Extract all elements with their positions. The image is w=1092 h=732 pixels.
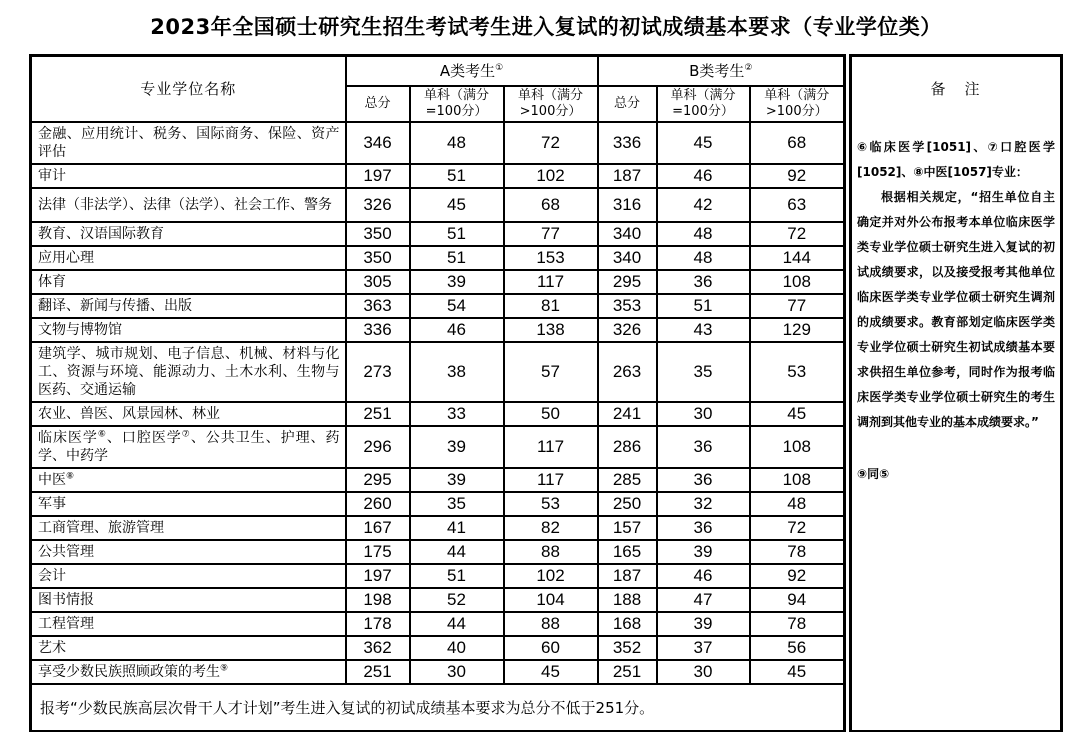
a-single100-cell: 35 <box>410 492 504 516</box>
b-single100-cell: 51 <box>657 294 750 318</box>
a-total-cell: 178 <box>346 612 410 636</box>
col-header-a-single-100: 单科（满分=100分） <box>410 86 504 122</box>
a-singlegt100-cell: 88 <box>504 612 598 636</box>
b-singlegt100-cell: 53 <box>750 342 845 402</box>
a-total-cell: 296 <box>346 426 410 468</box>
score-table <box>29 54 846 732</box>
degree-name-cell: 体育 <box>31 270 346 294</box>
b-single100-cell: 36 <box>657 516 750 540</box>
b-singlegt100-cell: 78 <box>750 612 845 636</box>
b-total-cell: 340 <box>598 246 657 270</box>
b-single100-cell: 45 <box>657 122 750 164</box>
a-single100-cell: 45 <box>410 188 504 222</box>
degree-name-cell: 图书情报 <box>31 588 346 612</box>
col-header-b-total: 总分 <box>598 86 657 122</box>
a-total-cell: 326 <box>346 188 410 222</box>
degree-name-cell: 教育、汉语国际教育 <box>31 222 346 246</box>
remarks-panel <box>849 54 1063 732</box>
b-single100-cell: 48 <box>657 222 750 246</box>
col-header-a-single-gt100: 单科（满分>100分） <box>504 86 598 122</box>
degree-name-cell: 享受少数民族照顾政策的考生⑨ <box>31 660 346 684</box>
degree-name-cell: 金融、应用统计、税务、国际商务、保险、资产评估 <box>31 122 346 164</box>
b-total-cell: 157 <box>598 516 657 540</box>
b-single100-cell: 36 <box>657 468 750 492</box>
a-single100-cell: 48 <box>410 122 504 164</box>
table-row <box>31 188 845 222</box>
col-header-b-single-100: 单科（满分=100分） <box>657 86 750 122</box>
a-singlegt100-cell: 45 <box>504 660 598 684</box>
degree-name-cell: 应用心理 <box>31 246 346 270</box>
degree-name-cell: 审计 <box>31 164 346 188</box>
b-singlegt100-cell: 129 <box>750 318 845 342</box>
degree-name-cell: 翻译、新闻与传播、出版 <box>31 294 346 318</box>
a-single100-cell: 40 <box>410 636 504 660</box>
a-total-cell: 273 <box>346 342 410 402</box>
b-single100-cell: 35 <box>657 342 750 402</box>
a-total-cell: 350 <box>346 246 410 270</box>
col-header-group-a: A类考生① <box>346 56 598 86</box>
a-single100-cell: 51 <box>410 246 504 270</box>
b-single100-cell: 39 <box>657 540 750 564</box>
b-total-cell: 316 <box>598 188 657 222</box>
a-singlegt100-cell: 117 <box>504 270 598 294</box>
b-total-cell: 187 <box>598 564 657 588</box>
a-singlegt100-cell: 88 <box>504 540 598 564</box>
degree-name-cell: 建筑学、城市规划、电子信息、机械、材料与化工、资源与环境、能源动力、土木水利、生物与医药、交通运输 <box>31 342 346 402</box>
a-total-cell: 251 <box>346 660 410 684</box>
b-single100-cell: 48 <box>657 246 750 270</box>
a-singlegt100-cell: 53 <box>504 492 598 516</box>
a-single100-cell: 39 <box>410 468 504 492</box>
a-singlegt100-cell: 57 <box>504 342 598 402</box>
table-row <box>31 342 845 402</box>
table-row <box>31 468 845 492</box>
b-singlegt100-cell: 45 <box>750 402 845 426</box>
remarks-paragraph: ⑥临床医学[1051]、⑦口腔医学[1052]、⑧中医[1057]专业： <box>857 140 1055 179</box>
a-single100-cell: 30 <box>410 660 504 684</box>
degree-name-cell: 法律（非法学）、法律（法学）、社会工作、警务 <box>31 188 346 222</box>
table-row <box>31 402 845 426</box>
a-singlegt100-cell: 102 <box>504 564 598 588</box>
a-singlegt100-cell: 117 <box>504 426 598 468</box>
a-total-cell: 167 <box>346 516 410 540</box>
b-single100-cell: 36 <box>657 270 750 294</box>
a-singlegt100-cell: 68 <box>504 188 598 222</box>
table-row <box>31 122 845 164</box>
b-single100-cell: 30 <box>657 402 750 426</box>
a-singlegt100-cell: 81 <box>504 294 598 318</box>
a-single100-cell: 39 <box>410 426 504 468</box>
table-row <box>31 164 845 188</box>
b-singlegt100-cell: 63 <box>750 188 845 222</box>
b-single100-cell: 46 <box>657 564 750 588</box>
a-single100-cell: 51 <box>410 164 504 188</box>
col-header-b-single-gt100: 单科（满分>100分） <box>750 86 845 122</box>
b-total-cell: 168 <box>598 612 657 636</box>
b-total-cell: 165 <box>598 540 657 564</box>
b-total-cell: 187 <box>598 164 657 188</box>
b-total-cell: 250 <box>598 492 657 516</box>
b-single100-cell: 46 <box>657 164 750 188</box>
a-total-cell: 198 <box>346 588 410 612</box>
a-singlegt100-cell: 60 <box>504 636 598 660</box>
degree-name-cell: 农业、兽医、风景园林、林业 <box>31 402 346 426</box>
a-total-cell: 363 <box>346 294 410 318</box>
a-total-cell: 336 <box>346 318 410 342</box>
b-singlegt100-cell: 77 <box>750 294 845 318</box>
a-singlegt100-cell: 102 <box>504 164 598 188</box>
b-single100-cell: 36 <box>657 426 750 468</box>
degree-name-cell: 工程管理 <box>31 612 346 636</box>
b-single100-cell: 42 <box>657 188 750 222</box>
b-single100-cell: 30 <box>657 660 750 684</box>
table-row <box>31 588 845 612</box>
a-singlegt100-cell: 104 <box>504 588 598 612</box>
col-header-a-total: 总分 <box>346 86 410 122</box>
b-single100-cell: 37 <box>657 636 750 660</box>
a-single100-cell: 38 <box>410 342 504 402</box>
b-single100-cell: 32 <box>657 492 750 516</box>
a-singlegt100-cell: 117 <box>504 468 598 492</box>
col-header-degree-name: 专业学位名称 <box>31 56 346 122</box>
b-single100-cell: 47 <box>657 588 750 612</box>
a-total-cell: 305 <box>346 270 410 294</box>
b-singlegt100-cell: 94 <box>750 588 845 612</box>
a-single100-cell: 39 <box>410 270 504 294</box>
b-total-cell: 326 <box>598 318 657 342</box>
degree-name-cell: 公共管理 <box>31 540 346 564</box>
b-singlegt100-cell: 108 <box>750 270 845 294</box>
b-singlegt100-cell: 78 <box>750 540 845 564</box>
table-row <box>31 222 845 246</box>
table-row <box>31 318 845 342</box>
a-single100-cell: 41 <box>410 516 504 540</box>
b-singlegt100-cell: 72 <box>750 516 845 540</box>
degree-name-cell: 文物与博物馆 <box>31 318 346 342</box>
b-total-cell: 188 <box>598 588 657 612</box>
b-singlegt100-cell: 45 <box>750 660 845 684</box>
a-total-cell: 260 <box>346 492 410 516</box>
b-total-cell: 353 <box>598 294 657 318</box>
remarks-paragraph: ⑨同⑤ <box>857 467 890 481</box>
remarks-header: 备 注 <box>930 79 982 98</box>
degree-name-cell: 会计 <box>31 564 346 588</box>
page-title: 2023年全国硕士研究生招生考试考生进入复试的初试成绩基本要求（专业学位类） <box>150 15 942 39</box>
table-row <box>31 516 845 540</box>
b-total-cell: 340 <box>598 222 657 246</box>
b-singlegt100-cell: 68 <box>750 122 845 164</box>
b-total-cell: 286 <box>598 426 657 468</box>
a-total-cell: 197 <box>346 564 410 588</box>
b-singlegt100-cell: 92 <box>750 164 845 188</box>
degree-name-cell: 军事 <box>31 492 346 516</box>
table-row <box>31 246 845 270</box>
b-single100-cell: 39 <box>657 612 750 636</box>
b-total-cell: 251 <box>598 660 657 684</box>
a-singlegt100-cell: 138 <box>504 318 598 342</box>
a-total-cell: 175 <box>346 540 410 564</box>
a-singlegt100-cell: 77 <box>504 222 598 246</box>
degree-name-cell: 工商管理、旅游管理 <box>31 516 346 540</box>
header-row-groups <box>31 56 845 86</box>
a-total-cell: 295 <box>346 468 410 492</box>
table-row <box>31 660 845 684</box>
a-singlegt100-cell: 153 <box>504 246 598 270</box>
a-single100-cell: 54 <box>410 294 504 318</box>
footer-note: 报考“少数民族高层次骨干人才计划”考生进入复试的初试成绩基本要求为总分不低于251分。 <box>31 684 845 732</box>
footer-note-row <box>31 684 845 732</box>
a-singlegt100-cell: 72 <box>504 122 598 164</box>
a-single100-cell: 44 <box>410 540 504 564</box>
b-total-cell: 295 <box>598 270 657 294</box>
table-row <box>31 540 845 564</box>
a-single100-cell: 33 <box>410 402 504 426</box>
content-layout <box>29 54 1063 732</box>
a-total-cell: 197 <box>346 164 410 188</box>
remarks-paragraph: 根据相关规定，“招生单位自主确定并对外公布报考本单位临床医学类专业学位硕士研究生进入复试的初试成绩要求，以及接受报考其他单位临床医学类专业学位硕士研究生调剂的成绩要求。教育部划定临床医学类专业学位硕士研究生初试成绩基本要求供招生单位参考，同时作为报考临床医学类专业学位硕士研究生的考生调剂到其他专业的基本成绩要求。” <box>857 190 1055 429</box>
a-singlegt100-cell: 50 <box>504 402 598 426</box>
degree-name-cell: 艺术 <box>31 636 346 660</box>
table-row <box>31 426 845 468</box>
b-total-cell: 352 <box>598 636 657 660</box>
a-total-cell: 251 <box>346 402 410 426</box>
table-row <box>31 636 845 660</box>
b-total-cell: 263 <box>598 342 657 402</box>
a-single100-cell: 46 <box>410 318 504 342</box>
a-single100-cell: 44 <box>410 612 504 636</box>
b-singlegt100-cell: 144 <box>750 246 845 270</box>
a-single100-cell: 51 <box>410 222 504 246</box>
b-singlegt100-cell: 56 <box>750 636 845 660</box>
a-total-cell: 346 <box>346 122 410 164</box>
table-row <box>31 294 845 318</box>
a-total-cell: 350 <box>346 222 410 246</box>
col-header-group-b: B类考生② <box>598 56 845 86</box>
b-total-cell: 285 <box>598 468 657 492</box>
a-total-cell: 362 <box>346 636 410 660</box>
degree-name-cell: 中医⑧ <box>31 468 346 492</box>
b-singlegt100-cell: 108 <box>750 426 845 468</box>
table-row <box>31 492 845 516</box>
b-singlegt100-cell: 72 <box>750 222 845 246</box>
b-singlegt100-cell: 108 <box>750 468 845 492</box>
table-row <box>31 564 845 588</box>
b-total-cell: 336 <box>598 122 657 164</box>
table-row <box>31 270 845 294</box>
b-singlegt100-cell: 92 <box>750 564 845 588</box>
table-body <box>31 122 845 732</box>
table-row <box>31 612 845 636</box>
degree-name-cell: 临床医学⑥、口腔医学⑦、公共卫生、护理、药学、中药学 <box>31 426 346 468</box>
a-singlegt100-cell: 82 <box>504 516 598 540</box>
b-single100-cell: 43 <box>657 318 750 342</box>
a-single100-cell: 51 <box>410 564 504 588</box>
a-single100-cell: 52 <box>410 588 504 612</box>
b-total-cell: 241 <box>598 402 657 426</box>
b-singlegt100-cell: 48 <box>750 492 845 516</box>
